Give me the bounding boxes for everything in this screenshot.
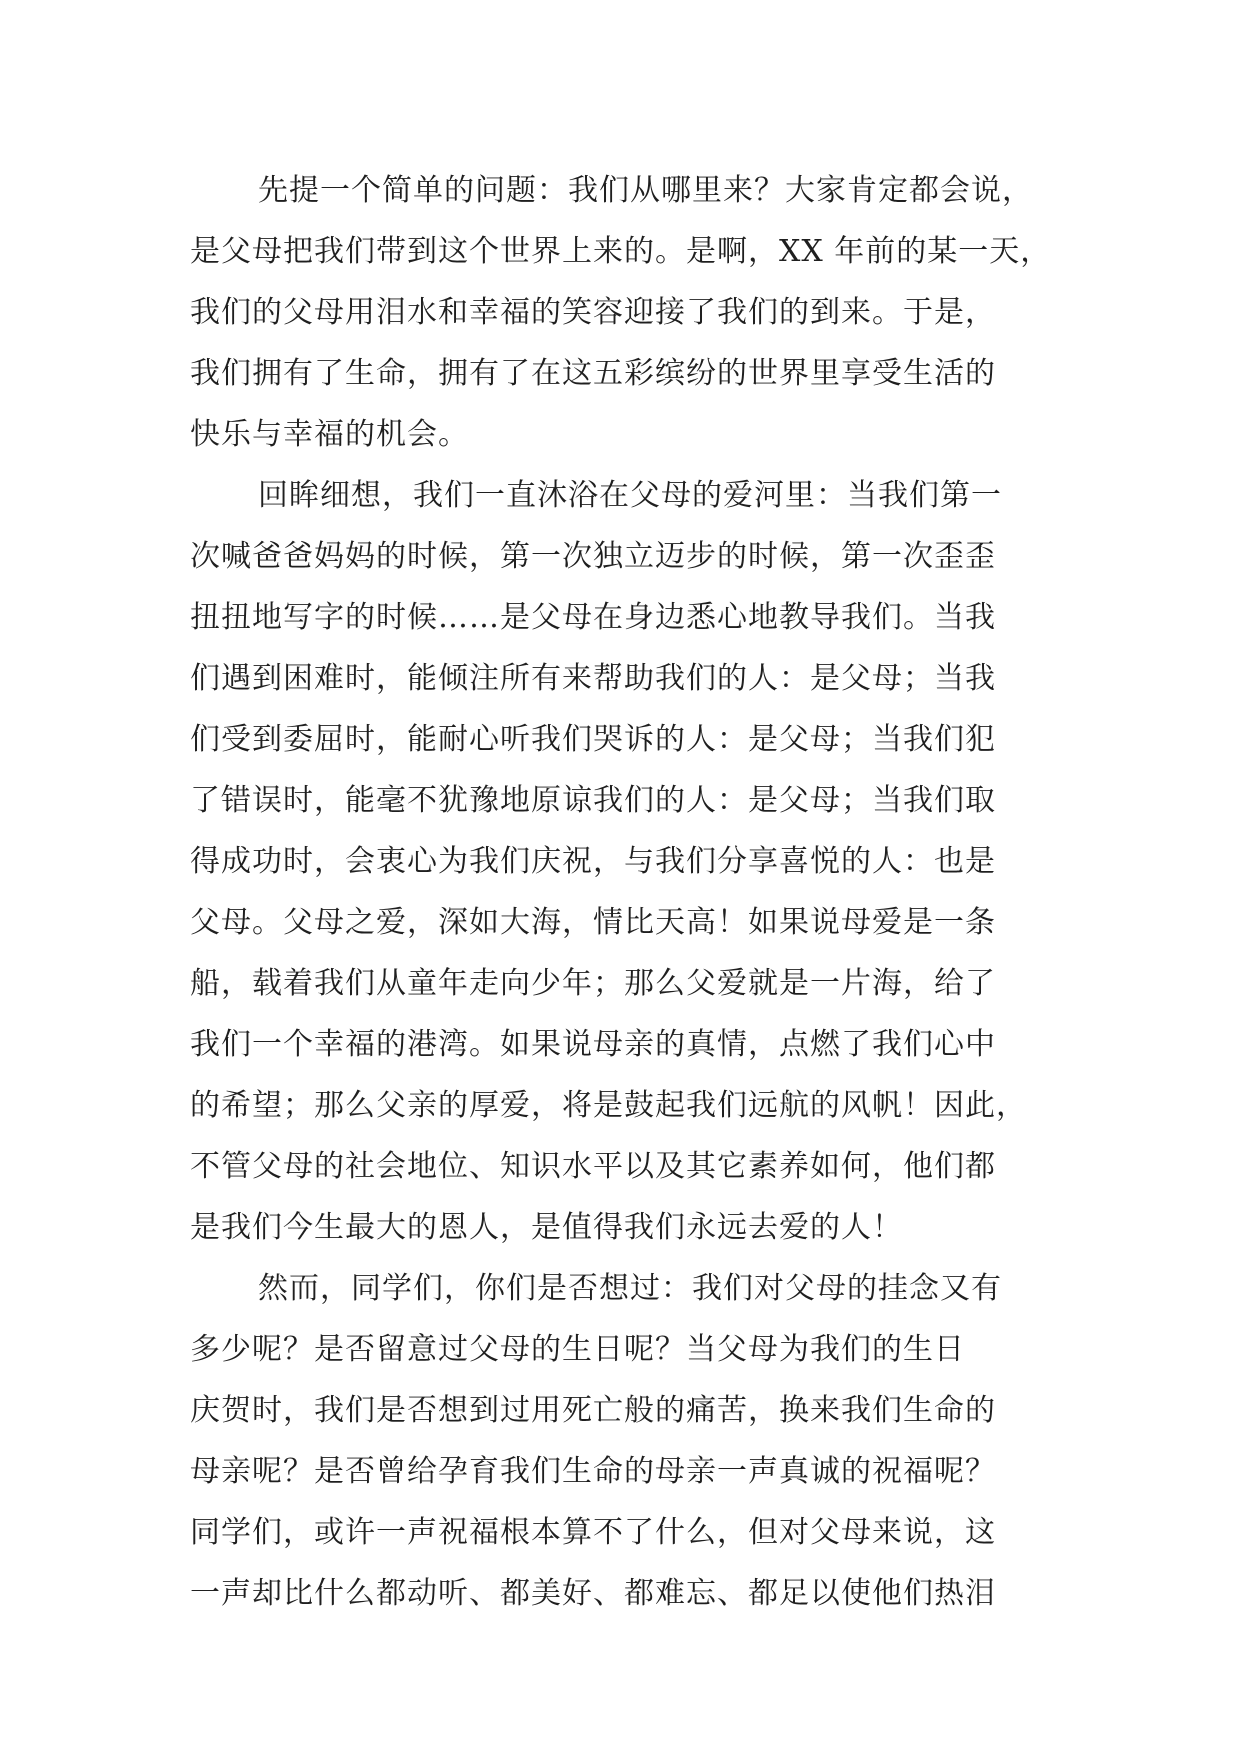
text-line: 扭扭地写字的时候……是父母在身边悉心地教导我们。当我 xyxy=(190,600,996,635)
text-line: 先提一个简单的问题：我们从哪里来？大家肯定都会说， xyxy=(258,173,1033,208)
paragraph-1 xyxy=(190,160,1070,465)
text-line: 我们一个幸福的港湾。如果说母亲的真情，点燃了我们心中 xyxy=(190,1027,996,1062)
text-line: 回眸细想，我们一直沐浴在父母的爱河里：当我们第一 xyxy=(258,478,1002,513)
text-line: 一声却比什么都动听、都美好、都难忘、都足以使他们热泪 xyxy=(190,1576,996,1611)
text-line: 庆贺时，我们是否想到过用死亡般的痛苦，换来我们生命的 xyxy=(190,1393,996,1428)
paragraph-2 xyxy=(190,465,1070,1258)
text-line: 船，载着我们从童年走向少年；那么父爱就是一片海，给了 xyxy=(190,966,996,1001)
text-line: 了错误时，能毫不犹豫地原谅我们的人：是父母；当我们取 xyxy=(190,783,996,818)
text-line: 们遇到困难时，能倾注所有来帮助我们的人：是父母；当我 xyxy=(190,661,996,696)
text-line: 多少呢？是否留意过父母的生日呢？当父母为我们的生日 xyxy=(190,1332,965,1367)
text-line: 得成功时，会衷心为我们庆祝，与我们分享喜悦的人：也是 xyxy=(190,844,996,879)
text-line: 不管父母的社会地位、知识水平以及其它素养如何，他们都 xyxy=(190,1149,996,1184)
text-line: 的希望；那么父亲的厚爱，将是鼓起我们远航的风帆！因此， xyxy=(190,1088,1027,1123)
text-line: 母亲呢？是否曾给孕育我们生命的母亲一声真诚的祝福呢？ xyxy=(190,1454,996,1489)
text-line: 我们拥有了生命，拥有了在这五彩缤纷的世界里享受生活的 xyxy=(190,356,996,391)
text-line: 是父母把我们带到这个世界上来的。是啊，XX 年前的某一天， xyxy=(190,234,1052,269)
paragraph-3 xyxy=(190,1258,1070,1624)
text-line: 们受到委屈时，能耐心听我们哭诉的人：是父母；当我们犯 xyxy=(190,722,996,757)
text-line: 父母。父母之爱，深如大海，情比天高！如果说母爱是一条 xyxy=(190,905,996,940)
text-line: 同学们，或许一声祝福根本算不了什么，但对父母来说，这 xyxy=(190,1515,996,1550)
text-line: 我们的父母用泪水和幸福的笑容迎接了我们的到来。于是， xyxy=(190,295,996,330)
text-line: 然而，同学们，你们是否想过：我们对父母的挂念又有 xyxy=(258,1271,1002,1306)
text-line: 次喊爸爸妈妈的时候，第一次独立迈步的时候，第一次歪歪 xyxy=(190,539,996,574)
text-line: 是我们今生最大的恩人，是值得我们永远去爱的人！ xyxy=(190,1210,903,1245)
document-body xyxy=(190,160,1070,1624)
text-line: 快乐与幸福的机会。 xyxy=(190,417,469,452)
